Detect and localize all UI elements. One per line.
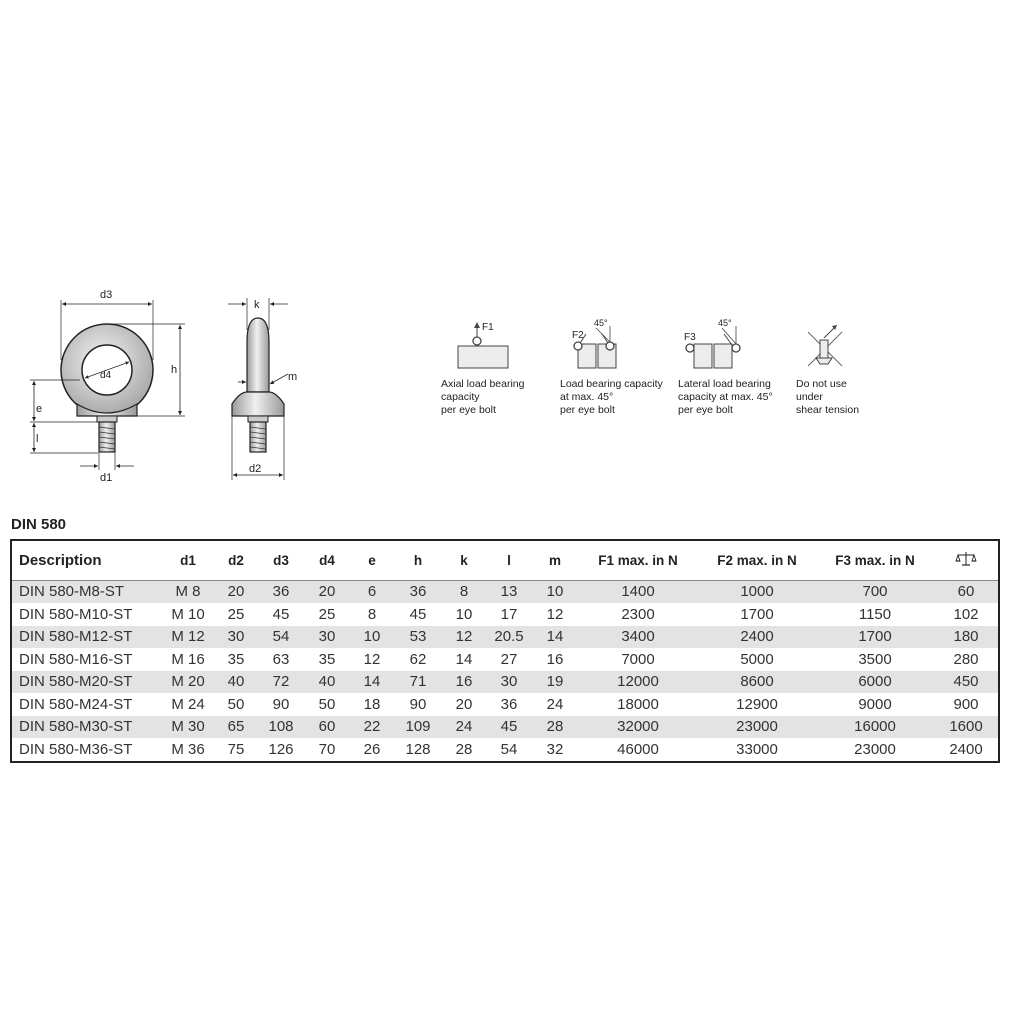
cell-value: 35 [227,650,245,668]
cell-value: M 8 [175,583,201,601]
cell-value: 60 [957,583,975,601]
header-d1: d1 [180,552,196,568]
cell-value: 5000 [740,650,774,668]
cell-value: 16000 [854,718,896,736]
cell-value: 6000 [858,673,892,691]
cell-value: 27 [500,650,518,668]
cell-value: 6 [367,583,377,601]
cell-value: 10 [363,628,381,646]
cell-value: 3500 [858,650,892,668]
cell-value: 700 [862,583,888,601]
cell-value: 10 [546,583,564,601]
cell-value: 180 [953,628,979,646]
cell-value: 65 [227,718,245,736]
cell-description: DIN 580-M8-ST [19,583,125,601]
cell-value: 20 [227,583,245,601]
cell-value: 40 [318,673,336,691]
header-d3: d3 [273,552,289,568]
scale-icon [955,551,977,567]
cell-value: 62 [409,650,427,668]
cell-value: 28 [546,718,564,736]
table-row [12,671,998,694]
cell-value: 46000 [617,740,659,758]
header-d4: d4 [319,552,335,568]
table-row [12,648,998,671]
angled-load-icon [566,318,636,376]
label-l: l [36,433,39,445]
cell-description: DIN 580-M20-ST [19,673,133,691]
cell-value: 60 [318,718,336,736]
cell-value: 35 [318,650,336,668]
cell-description: DIN 580-M24-ST [19,695,133,713]
cell-value: 12000 [617,673,659,691]
cell-value: 900 [953,695,979,713]
cell-value: 32 [546,740,564,758]
cell-value: 9000 [858,695,892,713]
cell-value: 13 [500,583,518,601]
table-row [12,693,998,716]
axial-load-icon [452,318,522,376]
cell-value: 54 [272,628,290,646]
cell-value: 3400 [621,628,655,646]
no-shear-icon [802,318,852,376]
cell-value: M 10 [171,605,205,623]
side-view [228,298,297,480]
angle-label: 45° [594,318,608,328]
label-h: h [171,364,178,376]
table-title: DIN 580 [11,516,67,533]
header-e: e [368,552,376,568]
cell-value: 75 [227,740,245,758]
cell-value: M 36 [171,740,205,758]
header-d2: d2 [228,552,244,568]
cell-value: 1700 [740,605,774,623]
cell-value: 126 [268,740,294,758]
cell-value: 2400 [740,628,774,646]
header-weight [934,541,998,580]
cell-value: M 30 [171,718,205,736]
cell-value: 108 [268,718,294,736]
cell-value: 19 [546,673,564,691]
cell-description: DIN 580-M10-ST [19,605,133,623]
header-l: l [507,552,511,568]
cell-value: M 12 [171,628,205,646]
cell-value: 14 [363,673,381,691]
cell-value: 90 [409,695,427,713]
cell-value: 71 [409,673,427,691]
cell-value: 50 [318,695,336,713]
cell-value: 30 [500,673,518,691]
no-shear-note: Do not use under shear tension [796,378,860,416]
cell-value: 28 [455,740,473,758]
cell-value: 24 [455,718,473,736]
cell-value: 8 [459,583,469,601]
cell-value: 16 [455,673,473,691]
cell-value: 54 [500,740,518,758]
cell-value: 18000 [617,695,659,713]
cell-value: M 16 [171,650,205,668]
cell-value: 14 [455,650,473,668]
force-label: F3 [684,332,696,343]
label-d2: d2 [249,463,262,475]
cell-description: DIN 580-M30-ST [19,718,133,736]
cell-value: 18 [363,695,381,713]
force-label: F2 [572,330,584,341]
cell-value: 12 [363,650,381,668]
cell-value: 32000 [617,718,659,736]
cell-value: 72 [272,673,290,691]
cell-value: 20.5 [494,628,524,646]
cell-description: DIN 580-M12-ST [19,628,133,646]
table-row [12,716,998,739]
cell-value: 25 [227,605,245,623]
cell-value: M 24 [171,695,205,713]
axial-load-note: Axial load bearing capacity per eye bolt [441,378,525,416]
cell-value: 63 [272,650,290,668]
cell-value: 30 [318,628,336,646]
cell-value: 102 [953,605,979,623]
table-row [12,603,998,626]
cell-value: 12 [455,628,473,646]
header-f3: F3 max. in N [835,552,915,568]
cell-value: 1000 [740,583,774,601]
cell-value: 22 [363,718,381,736]
cell-value: 17 [500,605,518,623]
cell-value: 280 [953,650,979,668]
label-k: k [254,299,260,311]
cell-value: 70 [318,740,336,758]
cell-description: DIN 580-M16-ST [19,650,133,668]
table-row [12,738,998,761]
cell-value: 12 [546,605,564,623]
cell-value: 24 [546,695,564,713]
angle-label: 45° [718,318,732,328]
cell-description: DIN 580-M36-ST [19,740,133,758]
eye-bolt-technical-drawing [20,280,320,490]
label-e: e [36,403,43,415]
cell-value: 1700 [858,628,892,646]
cell-value: 36 [409,583,427,601]
cell-value: 2300 [621,605,655,623]
cell-value: 20 [318,583,336,601]
cell-value: 23000 [736,718,778,736]
cell-value: 14 [546,628,564,646]
dimensions-table [10,539,1000,763]
cell-value: 90 [272,695,290,713]
cell-value: 10 [455,605,473,623]
table-row [12,626,998,649]
cell-value: 30 [227,628,245,646]
cell-value: 7000 [621,650,655,668]
cell-value: 16 [546,650,564,668]
front-view [30,289,185,484]
cell-value: 26 [363,740,381,758]
cell-value: 8 [367,605,377,623]
table-header-row [12,541,998,580]
cell-value: 20 [455,695,473,713]
force-label: F1 [482,322,494,333]
label-d3: d3 [100,289,113,301]
label-m: m [288,371,298,383]
cell-value: 8600 [740,673,774,691]
cell-value: M 20 [171,673,205,691]
angled-load-note: Load bearing capacity at max. 45° per eye bolt [560,378,663,416]
lateral-load-note: Lateral load bearing capacity at max. 45° per eye bolt [678,378,773,416]
lateral-load-icon [682,318,752,376]
cell-value: 33000 [736,740,778,758]
cell-value: 128 [405,740,431,758]
cell-value: 25 [318,605,336,623]
cell-value: 1150 [858,605,892,623]
label-d1: d1 [100,472,113,484]
cell-value: 23000 [854,740,896,758]
cell-value: 12900 [736,695,778,713]
cell-value: 36 [500,695,518,713]
cell-value: 2400 [949,740,983,758]
cell-value: 1600 [949,718,983,736]
header-f2: F2 max. in N [717,552,797,568]
cell-value: 45 [409,605,427,623]
cell-value: 53 [409,628,427,646]
header-m: m [548,552,561,568]
table-row [12,580,998,603]
cell-value: 45 [272,605,290,623]
cell-value: 36 [272,583,290,601]
cell-value: 45 [500,718,518,736]
label-d4: d4 [100,370,112,381]
header-k: k [460,552,468,568]
header-h: h [413,552,423,568]
cell-value: 1400 [621,583,655,601]
cell-value: 50 [227,695,245,713]
cell-value: 40 [227,673,245,691]
cell-value: 109 [405,718,431,736]
header-description: Description [19,551,102,569]
cell-value: 450 [953,673,979,691]
header-f1: F1 max. in N [598,552,678,568]
